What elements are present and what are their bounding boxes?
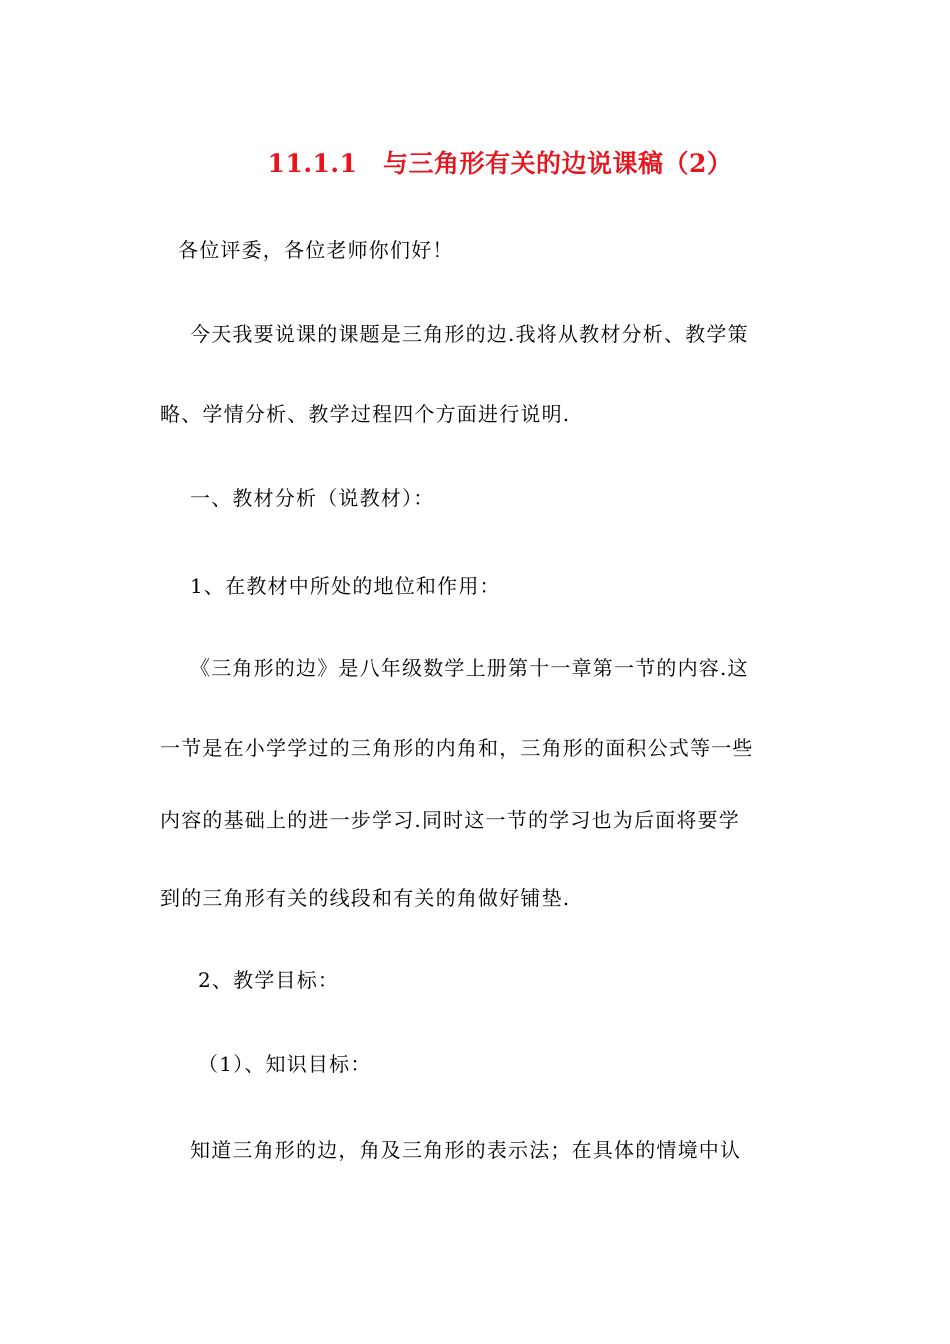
paragraph-position-line-3: 内容的基础上的进一步学习.同时这一节的学习也为后面将要学	[160, 808, 740, 832]
document-title: 11.1.1 与三角形有关的边说课稿（2）	[267, 149, 733, 178]
paragraph-position-line-4: 到的三角形有关的线段和有关的角做好铺垫.	[160, 886, 571, 910]
paragraph-position-line-1: 《三角形的边》是八年级数学上册第十一章第一节的内容.这	[190, 656, 749, 680]
subsection-heading-2-1: （1）、知识目标：	[198, 1052, 372, 1076]
paragraph-intro-line-2: 略、学情分析、教学过程四个方面进行说明.	[160, 402, 571, 426]
paragraph-intro-line-1: 今天我要说课的课题是三角形的边.我将从教材分析、教学策	[190, 322, 749, 346]
paragraph-greeting: 各位评委，各位老师你们好！	[178, 238, 454, 262]
section-heading-1: 一、教材分析（说教材）：	[190, 486, 435, 510]
paragraph-knowledge-line-1: 知道三角形的边，角及三角形的表示法；在具体的情境中认	[190, 1138, 742, 1162]
subsection-heading-2: 2、教学目标：	[198, 968, 340, 992]
subsection-heading-1: 1、在教材中所处的地位和作用：	[190, 574, 501, 598]
paragraph-position-line-2: 一节是在小学学过的三角形的内角和，三角形的面积公式等一些	[160, 736, 754, 760]
